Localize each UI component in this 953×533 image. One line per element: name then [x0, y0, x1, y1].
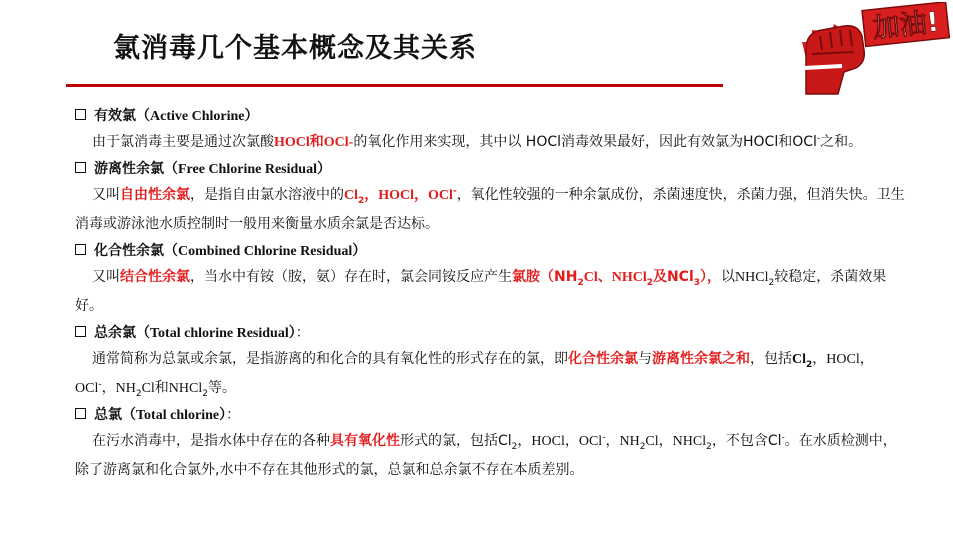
section-heading-total-residual: 总余氯（Total chlorine Residual）： [75, 322, 905, 345]
content-area [75, 104, 905, 485]
section-body-free-chlorine: 又叫自由性余氯，是指自由氯水溶液中的$Cl_2$，HOCl，OCl-，氧化性较强的一种余氯成份，杀菌速度快，杀菌力强，但消失快。卫生消毒或游泳池水质控制时一般用来衡量水质余氯是否达标。 [75, 186, 905, 232]
section-body-total-chlorine: 在污水消毒中，是指水体中存在的各种具有氧化性形式的氯，包括$Cl_2$，HOCl，OCl-，$NH_2Cl$，NHCl$_2$，不包含Cl-。在水质检测中，除了游离氯和化合氯外,水中不存在其他形式的氯，总氯和总余氯不存在本质差别。 [75, 432, 897, 478]
fist-badge-icon [792, 2, 952, 97]
section-heading-total-chlorine: 总氯（Total chlorine）： [75, 404, 905, 427]
checkbox-square-icon [75, 162, 86, 173]
section-heading-active-chlorine: 有效氯（Active Chlorine） [75, 105, 905, 128]
checkbox-square-icon [75, 326, 86, 337]
page-title: 氯消毒几个基本概念及其关系 [113, 33, 477, 64]
section-body-combined-chlorine: 又叫结合性余氯，当水中有铵（胺，氨）存在时，氯会同铵反应产生氯胺（$NH_2Cl$、NHCl$_2$及NCl$_3$），以NHCl$_2$较稳定，杀菌效果好。 [75, 269, 887, 314]
badge-text: 加油! [871, 6, 941, 45]
checkbox-square-icon [75, 408, 86, 419]
section-body-active-chlorine: 由于氯消毒主要是通过次氯酸HOCl和OCl-的氧化作用来实现，其中以 HOCl消毒效果最好，因此有效氯为HOCl和OCl-之和。 [92, 133, 863, 150]
section-heading-free-chlorine: 游离性余氯（Free Chlorine Residual） [75, 158, 905, 181]
section-body-total-residual: 通常简称为总氯或余氯，是指游离的和化合的具有氧化性的形式存在的氯，即化合性余氯与游离性余氯之和，包括$Cl_2$，HOCl，OCl-，$NH_2Cl$和NHCl$_2$等。 [75, 351, 874, 399]
checkbox-square-icon [75, 244, 86, 255]
section-heading-combined-chlorine: 化合性余氯（Combined Chlorine Residual） [75, 240, 905, 263]
title-underline [66, 84, 723, 87]
checkbox-square-icon [75, 109, 86, 120]
